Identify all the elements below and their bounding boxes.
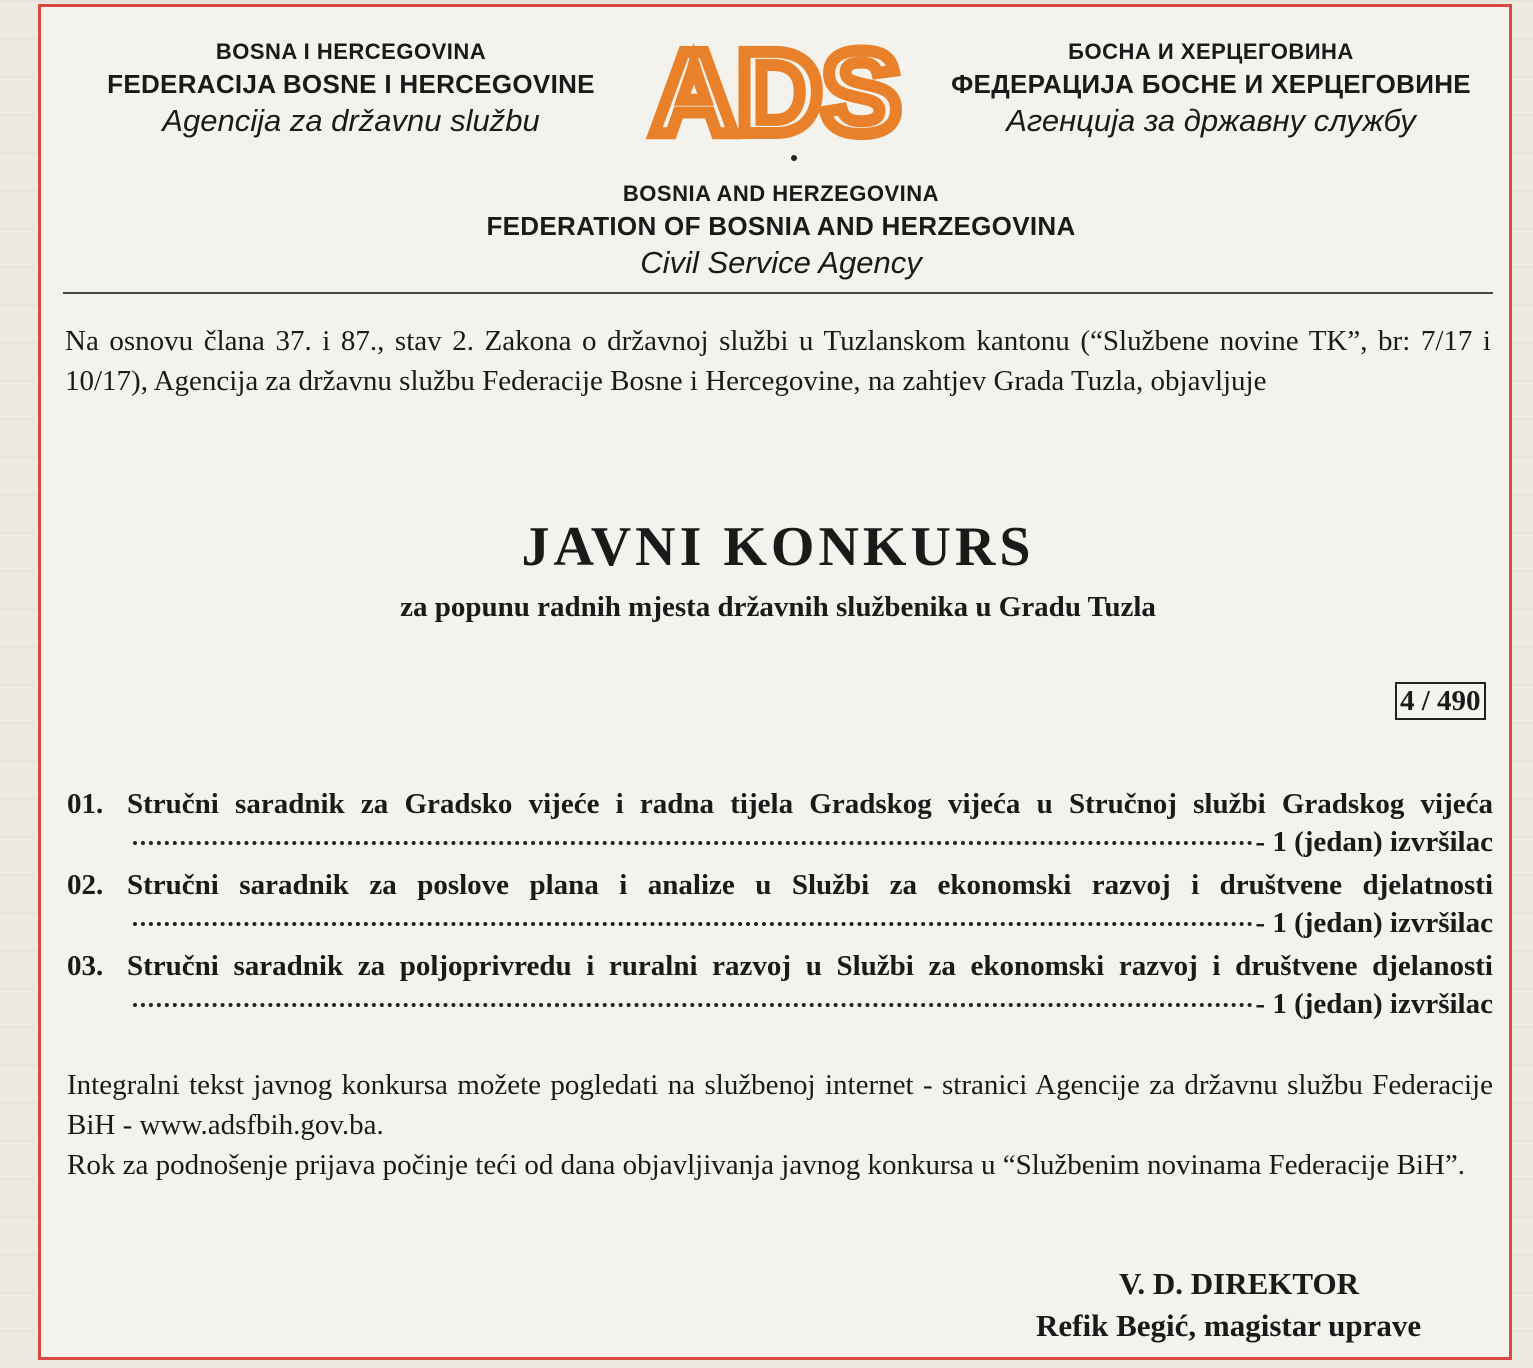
header-left-latin — [71, 37, 631, 141]
dot-leader — [133, 922, 1253, 926]
header-agency-english: Civil Service Agency — [640, 245, 922, 280]
decorative-dot — [791, 155, 797, 161]
positions-list — [67, 785, 1493, 1028]
ads-logo-text: ADS — [651, 33, 901, 143]
closing-text — [67, 1065, 1493, 1185]
position-number: 02. — [67, 869, 104, 901]
reference-number: 4 / 490 — [1395, 682, 1486, 720]
position-number: 01. — [67, 788, 104, 820]
position-number: 03. — [67, 950, 104, 982]
header-divider — [63, 292, 1493, 294]
closing-paragraph-deadline: Rok za podnošenje prijava počinje teći od dana objavljivanja javnog konkursa u “Službenim novinama Federacije BiH”. — [67, 1149, 1466, 1181]
header-center-english — [421, 179, 1141, 283]
header-federation-cyrillic: ФЕДЕРАЦИЈА БОСНЕ И ХЕРЦЕГОВИНЕ — [951, 69, 1471, 99]
position-count-line — [133, 823, 1493, 861]
position-item — [67, 947, 1493, 1028]
position-count: - 1 (jedan) izvršilac — [1255, 907, 1493, 939]
header-country: BOSNA I HERCEGOVINA — [215, 39, 487, 64]
position-item — [67, 785, 1493, 866]
position-count-line — [133, 985, 1493, 1023]
header-federation: FEDERACIJA BOSNE I HERCEGOVINE — [107, 69, 595, 99]
header-country-english: BOSNIA AND HERZEGOVINA — [622, 181, 940, 206]
intro-paragraph: Na osnovu člana 37. i 87., stav 2. Zakona o državnoj službi u Tuzlanskom kantonu (“Službene novine TK”, br: 7/17 i 10/17), Agencija za državnu službu Federacije Bosne i Hercegovine, na zahtjev Grada Tuzla, objavljuje — [65, 325, 1491, 397]
header-right-cyrillic — [921, 37, 1501, 141]
position-item — [67, 866, 1493, 947]
announcement-frame — [38, 4, 1512, 1360]
position-count: - 1 (jedan) izvršilac — [1255, 988, 1493, 1020]
announcement-subtitle: za popunu radnih mjesta državnih službenika u Gradu Tuzla — [400, 591, 1156, 623]
announcement-title: JAVNI KONKURS — [521, 516, 1035, 578]
position-count: - 1 (jedan) izvršilac — [1255, 826, 1493, 858]
ads-logo — [631, 33, 921, 143]
position-title: Stručni saradnik za poljoprivredu i ruralni razvoj u Službi za ekonomski razvoj i društvene djelanosti — [127, 950, 1493, 982]
dot-leader — [133, 1003, 1253, 1007]
signature-name: Refik Begić, magistar uprave — [1036, 1308, 1422, 1343]
closing-paragraph-website: Integralni tekst javnog konkursa možete pogledati na službenoj internet - stranici Agencije za državnu službu Federacije BiH - www.adsfbih.gov.ba. — [67, 1069, 1493, 1141]
header-federation-english: FEDERATION OF BOSNIA AND HERZEGOVINA — [486, 211, 1076, 241]
position-title: Stručni saradnik za poslove plana i analize u Službi za ekonomski razvoj i društvene djelatnosti — [127, 869, 1493, 901]
header-country-cyrillic: БОСНА И ХЕРЦЕГОВИНА — [1068, 39, 1354, 64]
position-title: Stručni saradnik za Gradsko vijeće i radna tijela Gradskog vijeća u Stručnoj službi Gradskog vijeća — [127, 788, 1493, 820]
header-agency: Agencija za državnu službu — [162, 103, 540, 138]
signature-role: V. D. DIREKTOR — [1119, 1266, 1360, 1301]
dot-leader — [133, 841, 1253, 845]
position-count-line — [133, 904, 1493, 942]
header-agency-cyrillic: Агенција за државну службу — [1006, 103, 1416, 138]
signature-block — [1036, 1263, 1456, 1347]
